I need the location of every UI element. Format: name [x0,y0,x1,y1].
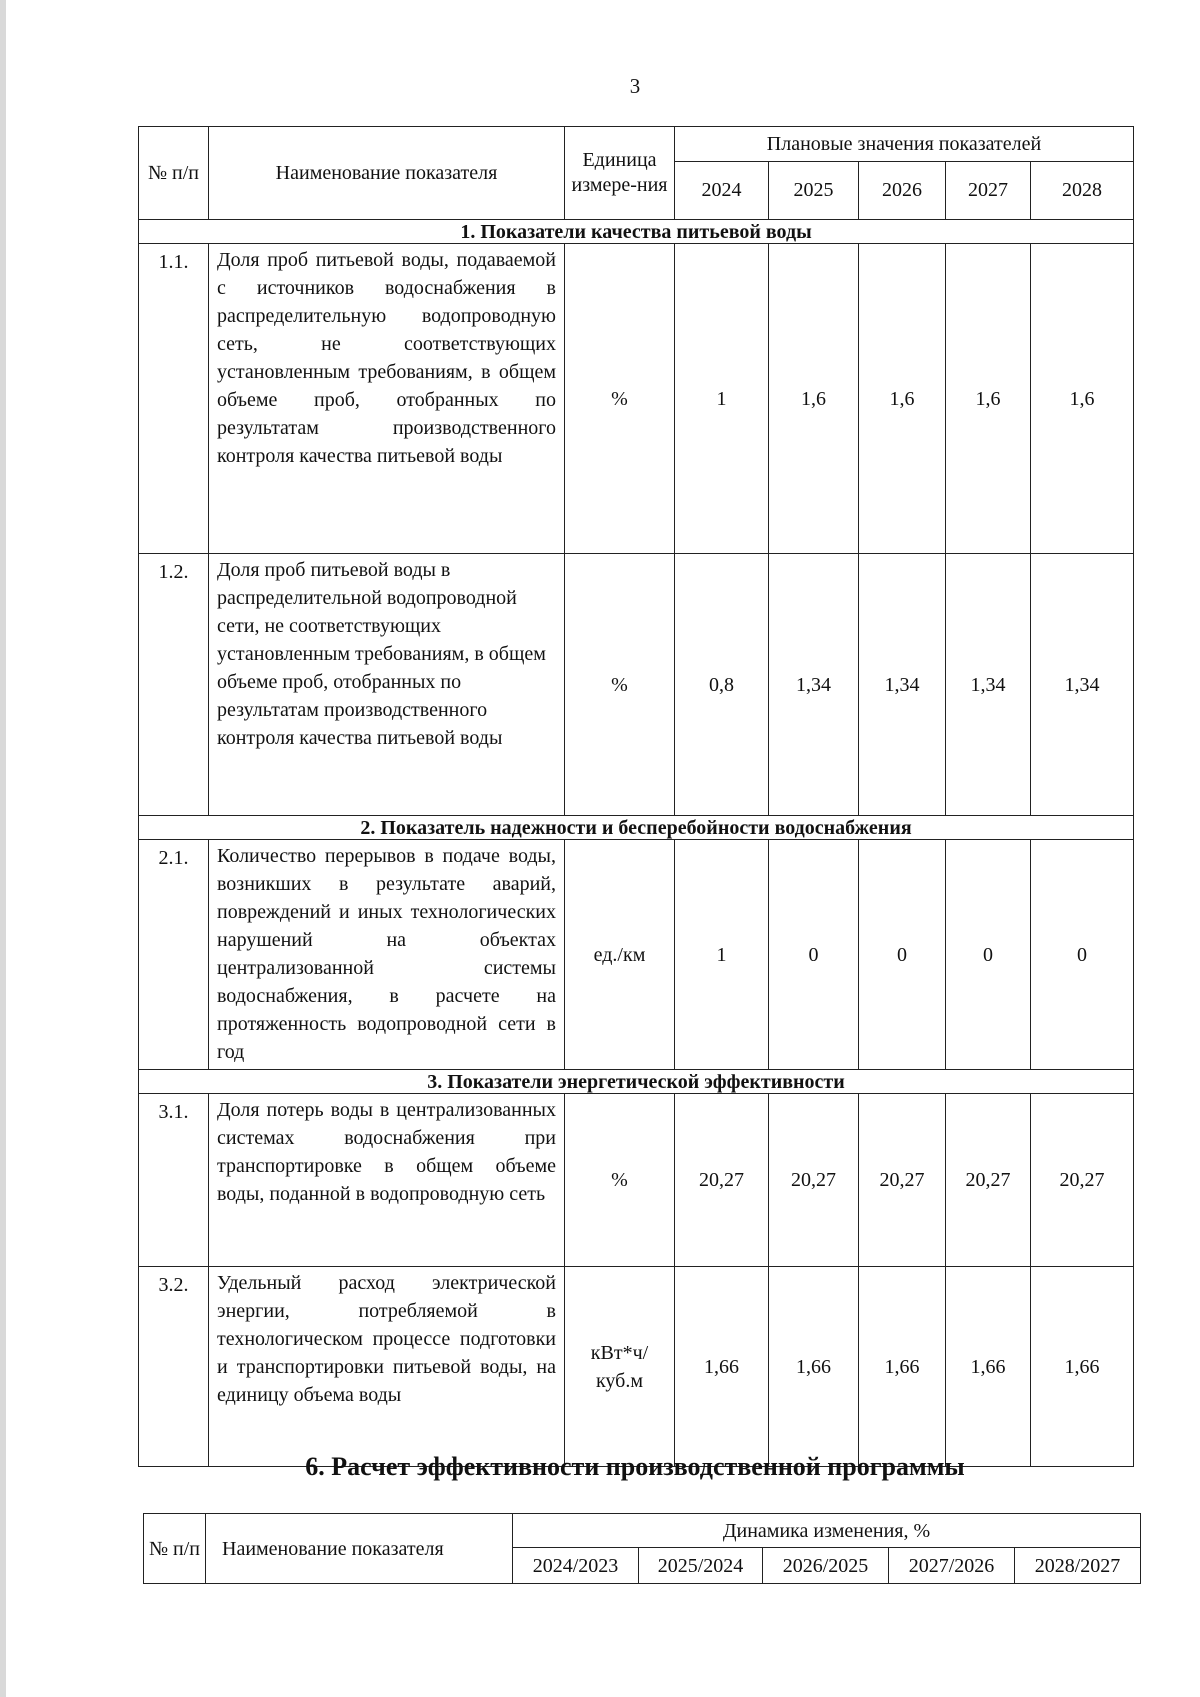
value-cell: 20,27 [1031,1094,1134,1267]
header-name: Наименование показателя [209,127,565,220]
header-planned-values: Плановые значения показателей [675,127,1134,162]
section-title: 2. Показатель надежности и бесперебойности водоснабжения [139,816,1134,840]
row-number: 1.2. [139,554,209,816]
value-cell: 1,66 [1031,1267,1134,1467]
header-period: 2025/2024 [639,1548,763,1584]
value-cell: 20,27 [675,1094,769,1267]
unit-cell: % [565,1094,675,1267]
value-cell: 1,6 [946,244,1031,554]
section-title: 3. Показатели энергетической эффективности [139,1070,1134,1094]
header-dynamics: Динамика изменения, % [513,1514,1141,1548]
value-cell: 20,27 [769,1094,859,1267]
value-cell: 20,27 [859,1094,946,1267]
value-cell: 1 [675,244,769,554]
header-unit: Единица измере-ния [565,127,675,220]
table-row [139,1267,1134,1467]
value-cell: 1,66 [946,1267,1031,1467]
value-cell: 1,34 [769,554,859,816]
unit-cell: кВт*ч/ куб.м [565,1267,675,1467]
value-cell: 20,27 [946,1094,1031,1267]
page-number: 3 [629,74,641,98]
value-cell: 1,34 [859,554,946,816]
efficiency-header [144,1514,1141,1584]
value-cell: 1,66 [675,1267,769,1467]
header-period: 2024/2023 [513,1548,639,1584]
row-number: 2.1. [139,840,209,1070]
indicators-header [139,127,1134,220]
header-year: 2027 [946,162,1031,220]
indicators-table [138,126,1134,1467]
section-row [139,220,1134,244]
value-cell: 0 [859,840,946,1070]
value-cell: 1,34 [1031,554,1134,816]
header-period: 2028/2027 [1015,1548,1141,1584]
unit-cell: % [565,244,675,554]
indicator-name: Доля проб питьевой воды, подаваемой с источников водоснабжения в распределительную водопроводную сеть, не соответствующих установленным требованиям, в общем объеме проб, отобранных по результатам производственного контроля качества питьевой воды [209,244,565,554]
value-cell: 1 [675,840,769,1070]
row-number: 1.1. [139,244,209,554]
value-cell: 0 [769,840,859,1070]
header-year: 2028 [1031,162,1134,220]
header-year: 2025 [769,162,859,220]
section-row [139,1070,1134,1094]
row-number: 3.2. [139,1267,209,1467]
indicator-name: Удельный расход электрической энергии, потребляемой в технологическом процессе подготовки и транспортировки питьевой воды, на единицу объема воды [209,1267,565,1467]
table-row [139,840,1134,1070]
header-period: 2026/2025 [763,1548,889,1584]
value-cell: 1,66 [859,1267,946,1467]
scan-edge [0,0,6,1697]
value-cell: 1,34 [946,554,1031,816]
value-cell: 0 [946,840,1031,1070]
efficiency-table [143,1513,1141,1584]
row-number: 3.1. [139,1094,209,1267]
indicator-name: Доля потерь воды в централизованных системах водоснабжения при транспортировке в общем объеме воды, поданной в водопроводную сеть [209,1094,565,1267]
header-period: 2027/2026 [889,1548,1015,1584]
header-name: Наименование показателя [206,1514,513,1584]
value-cell: 1,6 [1031,244,1134,554]
table-row [139,1094,1134,1267]
value-cell: 0 [1031,840,1134,1070]
value-cell: 1,6 [769,244,859,554]
section-heading: 6. Расчет эффективности производственной программы [305,1452,965,1481]
value-cell: 0,8 [675,554,769,816]
unit-cell: ед./км [565,840,675,1070]
value-cell: 1,66 [769,1267,859,1467]
indicator-name: Количество перерывов в подаче воды, возникших в результате аварий, повреждений и иных технологических нарушений на объектах централизованной системы водоснабжения, в расчете на протяженность водопроводной сети в год [209,840,565,1070]
table-row [139,244,1134,554]
header-year: 2024 [675,162,769,220]
section-row [139,816,1134,840]
value-cell: 1,6 [859,244,946,554]
header-number: № п/п [144,1514,206,1584]
header-year: 2026 [859,162,946,220]
header-number: № п/п [139,127,209,220]
indicator-name: Доля проб питьевой воды в распределительной водопроводной сети, не соответствующих установленным требованиям, в общем объеме проб, отобранных по результатам производственного контроля качества питьевой воды [209,554,565,816]
table-row [139,554,1134,816]
section-title: 1. Показатели качества питьевой воды [139,220,1134,244]
unit-cell: % [565,554,675,816]
